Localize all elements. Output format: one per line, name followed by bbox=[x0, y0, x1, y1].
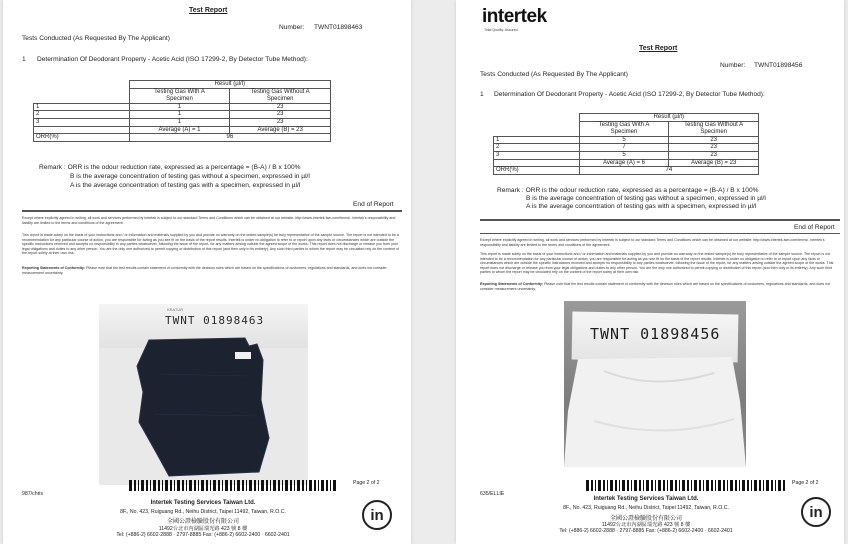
barcode-bar bbox=[206, 480, 208, 491]
barcode-bar bbox=[225, 480, 228, 491]
barcode-bar bbox=[619, 480, 620, 491]
barcode-bar bbox=[646, 480, 649, 491]
cell-without: 23 bbox=[230, 118, 331, 126]
company-name: Intertek Testing Services Taiwan Ltd. bbox=[593, 496, 699, 502]
orr-label: ORR(%) bbox=[34, 134, 130, 142]
intertek-logo: intertek bbox=[482, 6, 547, 27]
barcode-bar bbox=[246, 480, 247, 491]
divider bbox=[480, 233, 840, 234]
barcode-bar bbox=[694, 480, 697, 491]
divider bbox=[480, 219, 840, 221]
barcode-bar bbox=[182, 480, 184, 491]
orr-value: 74 bbox=[579, 167, 758, 175]
barcode-bar bbox=[150, 480, 151, 491]
barcode-bar bbox=[242, 480, 244, 491]
barcode-bar bbox=[723, 480, 725, 491]
barcode-bar bbox=[751, 480, 752, 491]
specimen-photo bbox=[99, 304, 308, 485]
col-header-with-2: Specimen bbox=[579, 129, 669, 137]
end-of-report: End of Report bbox=[794, 224, 835, 231]
barcode-bar bbox=[699, 480, 701, 491]
remark-line-3: A is the average concentration of testing gas with a specimen, expressed in µl/l bbox=[70, 182, 301, 189]
barcode-bar bbox=[739, 480, 740, 491]
col-header-without-2: Specimen bbox=[669, 129, 759, 137]
barcode-bar bbox=[711, 480, 713, 491]
barcode-bar bbox=[134, 480, 136, 491]
cell-with: 1 bbox=[129, 103, 230, 111]
cell-without: 23 bbox=[669, 136, 759, 144]
barcode-bar bbox=[775, 480, 776, 491]
barcode-bar bbox=[591, 480, 593, 491]
barcode-bar bbox=[306, 480, 307, 491]
row-number: 3 bbox=[494, 151, 580, 159]
barcode-bar bbox=[763, 480, 764, 491]
remark-line-3: A is the average concentration of testing gas with a specimen, expressed in µl/l bbox=[526, 203, 757, 210]
barcode-bar bbox=[290, 480, 292, 491]
barcode-bar bbox=[735, 480, 737, 491]
result-table bbox=[493, 113, 759, 175]
conformity-label: Reporting Statements of Conformity: bbox=[22, 266, 86, 270]
item-number: 1 bbox=[480, 91, 484, 98]
barcode-bar bbox=[679, 480, 680, 491]
signature-code: 635/ELLIE bbox=[480, 491, 505, 497]
disclaimer-text: This report is made solely on the basis of your instructions and / or information and materials supplied by you and provide no warranty on the tested sample(s) be truly representative of the sample source. The report is not intended to be a recommendation for any particular course of action, you are responsible for acting as you see fit on the basis of the report results. Intertek is under no obligation to refer to or report upon any facts or circumstances which are outside the specific instructions received and accepts no responsibility to any parties whatsoever, following the issue of the report, for any matters arising outside the agreed scope of the works. This report does not discharge or release you from your legal obligations and duties to any other person. You are the only one authorized to permit copying or distribution of this report (and then only in its entirety). Any such third parties to whom the report may be circulated rely on the content of the report solely at their own risk. bbox=[480, 252, 834, 275]
barcode-bar bbox=[598, 480, 601, 491]
company-address: 8F., No. 423, Ruiguang Rd., Neihu District, Taipei 11492, Taiwan, R.O.C. bbox=[563, 505, 729, 511]
remark-line-2: B is the average concentration of testing gas without a specimen, expressed in µl/l bbox=[526, 195, 766, 202]
barcode-bar bbox=[771, 480, 773, 491]
average-a: Average (A) = 6 bbox=[579, 159, 669, 167]
barcode-bar bbox=[603, 480, 605, 491]
intertek-in-icon: in bbox=[801, 497, 831, 527]
barcode-bar bbox=[234, 480, 235, 491]
barcode-bar bbox=[294, 480, 295, 491]
col-header-with-2: Specimen bbox=[129, 96, 230, 104]
barcode bbox=[129, 480, 339, 491]
barcode-bar bbox=[201, 480, 204, 491]
page-number: Page 2 of 2 bbox=[792, 480, 819, 486]
barcode-bar bbox=[174, 480, 175, 491]
row-number: 2 bbox=[34, 111, 130, 119]
barcode-bar bbox=[213, 480, 216, 491]
barcode-bar bbox=[170, 480, 172, 491]
barcode-bar bbox=[586, 480, 589, 491]
table-row bbox=[494, 136, 759, 144]
col-header-without: Testing Gas Without A bbox=[230, 88, 331, 96]
barcode-bar bbox=[754, 480, 757, 491]
barcode-bar bbox=[639, 480, 641, 491]
barcode-bar bbox=[759, 480, 761, 491]
barcode-bar bbox=[326, 480, 328, 491]
barcode-bar bbox=[309, 480, 312, 491]
page-number: Page 2 of 2 bbox=[353, 480, 380, 486]
row-number: 2 bbox=[494, 144, 580, 152]
cell-with: 5 bbox=[579, 136, 669, 144]
barcode-bar bbox=[278, 480, 280, 491]
cell-without: 23 bbox=[230, 103, 331, 111]
number-label: Number: bbox=[279, 24, 305, 31]
barcode-bar bbox=[261, 480, 264, 491]
table-blank-cell bbox=[494, 159, 580, 167]
barcode-bar bbox=[675, 480, 677, 491]
average-b: Average (B) = 23 bbox=[669, 159, 759, 167]
row-number: 1 bbox=[34, 103, 130, 111]
item-number: 1 bbox=[22, 56, 26, 63]
col-header-with: Testing Gas With A bbox=[579, 121, 669, 129]
barcode-bar bbox=[715, 480, 716, 491]
barcode-bar bbox=[718, 480, 721, 491]
intertek-in-icon: in bbox=[362, 500, 392, 530]
chinese-address: 11492台北市內湖區瑞光路 423 號 8 樓 bbox=[158, 526, 248, 532]
chinese-company-name: 全國公證檢驗股份有限公司 bbox=[166, 519, 239, 525]
barcode-bar bbox=[186, 480, 187, 491]
cell-with: 5 bbox=[579, 151, 669, 159]
cell-without: 23 bbox=[669, 144, 759, 152]
barcode-bar bbox=[218, 480, 220, 491]
table-row bbox=[494, 167, 759, 175]
result-header: Result (µl/l) bbox=[129, 81, 330, 89]
barcode-bar bbox=[627, 480, 629, 491]
barcode-bar bbox=[610, 480, 613, 491]
barcode-bar bbox=[655, 480, 656, 491]
barcode-bar bbox=[210, 480, 211, 491]
table-row bbox=[34, 111, 331, 119]
telephone: Tel: (+886-2) 6602-2888 · 2797-8885 Fax: (+886-2) 6602-2400 · 6602-2401 bbox=[116, 532, 290, 538]
barcode-bar bbox=[282, 480, 283, 491]
barcode-bar bbox=[321, 480, 324, 491]
barcode-bar bbox=[237, 480, 240, 491]
report-number: TWNT01898463 bbox=[314, 24, 363, 31]
barcode-bar bbox=[615, 480, 617, 491]
barcode-bar bbox=[778, 480, 781, 491]
disclaimer-text: This report is made solely on the basis of your instructions and / or information and materials supplied by you and provide no warranty on the tested sample(s) be truly representative of the sample source. The report is not intended to be a recommendation for any particular course of action, you are responsible for acting as you see fit on the basis of the report results. Intertek is under no obligation to refer to or report upon any facts or circumstances which are outside the specific instructions received and accepts no responsibility to any parties whatsoever, following the issue of the report, for any matters arising outside the agreed scope of the works. This report does not discharge or release you from your legal obligations and duties to any other person. You are the only one authorized to permit copying or distribution of this report (and then only in its entirety). Any such third parties to whom the report may be circulated rely on the content of the report solely at their own risk. bbox=[22, 233, 399, 256]
cell-with: 1 bbox=[129, 118, 230, 126]
table-row bbox=[34, 126, 331, 134]
barcode-bar bbox=[258, 480, 259, 491]
table-row bbox=[34, 81, 331, 89]
conformity-body: Please note that the test results contain statement of conformity with the decision rules which are based on the specifications of customers, regulations and standards, and does not consider measurement uncertainty. bbox=[480, 282, 831, 291]
conformity-text bbox=[22, 266, 402, 275]
table-blank-cell bbox=[34, 81, 130, 104]
barcode-bar bbox=[138, 480, 139, 491]
barcode-bar bbox=[595, 480, 596, 491]
barcode-bar bbox=[297, 480, 300, 491]
cell-with: 1 bbox=[129, 111, 230, 119]
table-row bbox=[34, 103, 331, 111]
barcode-bar bbox=[165, 480, 168, 491]
specimen-photo bbox=[564, 301, 746, 467]
fabric-swatch bbox=[99, 304, 308, 485]
barcode-bar bbox=[643, 480, 644, 491]
barcode-bar bbox=[153, 480, 156, 491]
barcode-bar bbox=[270, 480, 271, 491]
barcode-bar bbox=[158, 480, 160, 491]
conformity-body: Please note that the test results contain statement of conformity with the decision rules which are based on the specifications of customers, regulations and standards, and does not consider measurement uncertainty. bbox=[22, 266, 387, 275]
result-table bbox=[33, 80, 331, 142]
average-a: Average (A) = 1 bbox=[129, 126, 230, 134]
barcode-bar bbox=[194, 480, 196, 491]
barcode-bar bbox=[254, 480, 256, 491]
orr-value: 96 bbox=[129, 134, 330, 142]
barcode-bar bbox=[230, 480, 232, 491]
table-blank-cell bbox=[34, 126, 130, 134]
logo-tagline: Total Quality. Assured. bbox=[484, 28, 519, 32]
barcode-bar bbox=[198, 480, 199, 491]
terms-text: Except where explicitly agreed in writing, all work and services performed by Intertek is subject to our standard Terms and Conditions which can be obtained at our website: http://www.intertek-twn.com/terms/. Intertek's responsibility and liability are limited to the terms and conditions of the agreement. bbox=[22, 216, 396, 225]
number-label: Number: bbox=[720, 62, 746, 69]
determination-heading: Determination Of Deodorant Property - Acetic Acid (ISO 17299-2, By Detector Tube Method): bbox=[494, 91, 765, 98]
barcode-bar bbox=[742, 480, 745, 491]
photo-sample-label: TWNT 01898463 bbox=[165, 314, 265, 327]
barcode-bar bbox=[706, 480, 709, 491]
barcode-bar bbox=[687, 480, 689, 491]
barcode-bar bbox=[691, 480, 692, 491]
tests-conducted: Tests Conducted (As Requested By The Applicant) bbox=[480, 71, 628, 78]
barcode-bar bbox=[622, 480, 625, 491]
barcode-bar bbox=[318, 480, 319, 491]
telephone: Tel: (+886-2) 6602-2888 · 2797-8885 Fax: (+886-2) 6602-2400 · 6602-2401 bbox=[559, 528, 733, 534]
report-number: TWNT01898456 bbox=[754, 62, 803, 69]
barcode-bar bbox=[663, 480, 665, 491]
conformity-text bbox=[480, 282, 840, 291]
table-row bbox=[494, 144, 759, 152]
col-header-without-2: Specimen bbox=[230, 96, 331, 104]
barcode-bar bbox=[177, 480, 180, 491]
barcode-bar bbox=[146, 480, 148, 491]
barcode-bar bbox=[667, 480, 668, 491]
report-page-right bbox=[456, 0, 844, 544]
photo-tag: KRATUR bbox=[167, 307, 184, 312]
remark-line-2: B is the average concentration of testing gas without a specimen, expressed in µl/l bbox=[70, 173, 310, 180]
barcode-bar bbox=[141, 480, 144, 491]
report-title: Test Report bbox=[189, 7, 228, 14]
divider bbox=[22, 210, 402, 212]
barcode-bar bbox=[129, 480, 132, 491]
cell-with: 7 bbox=[579, 144, 669, 152]
result-header: Result (µl/l) bbox=[579, 114, 758, 122]
chinese-company-name: 全國公證檢驗股份有限公司 bbox=[609, 516, 682, 522]
barcode-bar bbox=[607, 480, 608, 491]
barcode-bar bbox=[314, 480, 316, 491]
conformity-label: Reporting Statements of Conformity: bbox=[480, 282, 544, 286]
barcode-bar bbox=[302, 480, 304, 491]
table-row bbox=[494, 114, 759, 122]
barcode-bar bbox=[266, 480, 268, 491]
barcode-bar bbox=[766, 480, 769, 491]
row-number: 3 bbox=[34, 118, 130, 126]
barcode-bar bbox=[727, 480, 728, 491]
row-number: 1 bbox=[494, 136, 580, 144]
barcode-bar bbox=[670, 480, 673, 491]
barcode bbox=[586, 480, 786, 491]
chinese-address: 11492台北市內湖區瑞光路 423 號 8 樓 bbox=[601, 522, 691, 528]
barcode-bar bbox=[333, 480, 336, 491]
company-address: 8F., No. 423, Ruiguang Rd., Neihu District, Taipei 11492, Taiwan, R.O.C. bbox=[120, 509, 286, 515]
barcode-bar bbox=[634, 480, 637, 491]
table-row bbox=[34, 134, 331, 142]
terms-text: Except where explicitly agreed in writing, all work and services performed by Intertek is subject to our standard Terms and Conditions which can be obtained at our website: http://www.intertek-twn.com/terms/. Intertek's responsibility and liability are limited to the terms and conditions of the agreement. bbox=[480, 238, 825, 247]
col-header-without: Testing Gas Without A bbox=[669, 121, 759, 129]
barcode-bar bbox=[631, 480, 632, 491]
orr-label: ORR(%) bbox=[494, 167, 580, 175]
barcode-bar bbox=[285, 480, 288, 491]
table-row bbox=[494, 159, 759, 167]
average-b: Average (B) = 23 bbox=[230, 126, 331, 134]
cell-without: 23 bbox=[669, 151, 759, 159]
tests-conducted: Tests Conducted (As Requested By The Applicant) bbox=[22, 35, 170, 42]
barcode-bar bbox=[747, 480, 749, 491]
signature-code: 987/chris bbox=[22, 491, 44, 497]
table-blank-cell bbox=[494, 114, 580, 137]
col-header-with: Testing Gas With A bbox=[129, 88, 230, 96]
report-page-left bbox=[3, 0, 411, 544]
table-row bbox=[494, 151, 759, 159]
fabric-swatch bbox=[564, 301, 746, 467]
report-title: Test Report bbox=[639, 45, 678, 52]
remark-line-1: Remark : ORR is the odour reduction rate, expressed as a percentage = (B-A) / B x 100% bbox=[497, 187, 759, 194]
determination-heading: Determination Of Deodorant Property - Acetic Acid (ISO 17299-2, By Detector Tube Method): bbox=[37, 56, 308, 63]
barcode-bar bbox=[658, 480, 661, 491]
table-row bbox=[34, 118, 331, 126]
barcode-bar bbox=[330, 480, 331, 491]
barcode-bar bbox=[189, 480, 192, 491]
barcode-bar bbox=[162, 480, 163, 491]
barcode-bar bbox=[273, 480, 276, 491]
end-of-report: End of Report bbox=[353, 201, 394, 208]
barcode-bar bbox=[222, 480, 223, 491]
barcode-bar bbox=[682, 480, 685, 491]
barcode-bar bbox=[730, 480, 733, 491]
company-name: Intertek Testing Services Taiwan Ltd. bbox=[150, 500, 256, 506]
remark-line-1: Remark : ORR is the odour reduction rate, expressed as a percentage = (B-A) / B x 100% bbox=[39, 164, 301, 171]
cell-without: 23 bbox=[230, 111, 331, 119]
barcode-bar bbox=[249, 480, 252, 491]
barcode-bar bbox=[651, 480, 653, 491]
photo-sample-label: TWNT 01898456 bbox=[590, 325, 721, 343]
barcode-bar bbox=[703, 480, 704, 491]
barcode-bar bbox=[783, 480, 785, 491]
